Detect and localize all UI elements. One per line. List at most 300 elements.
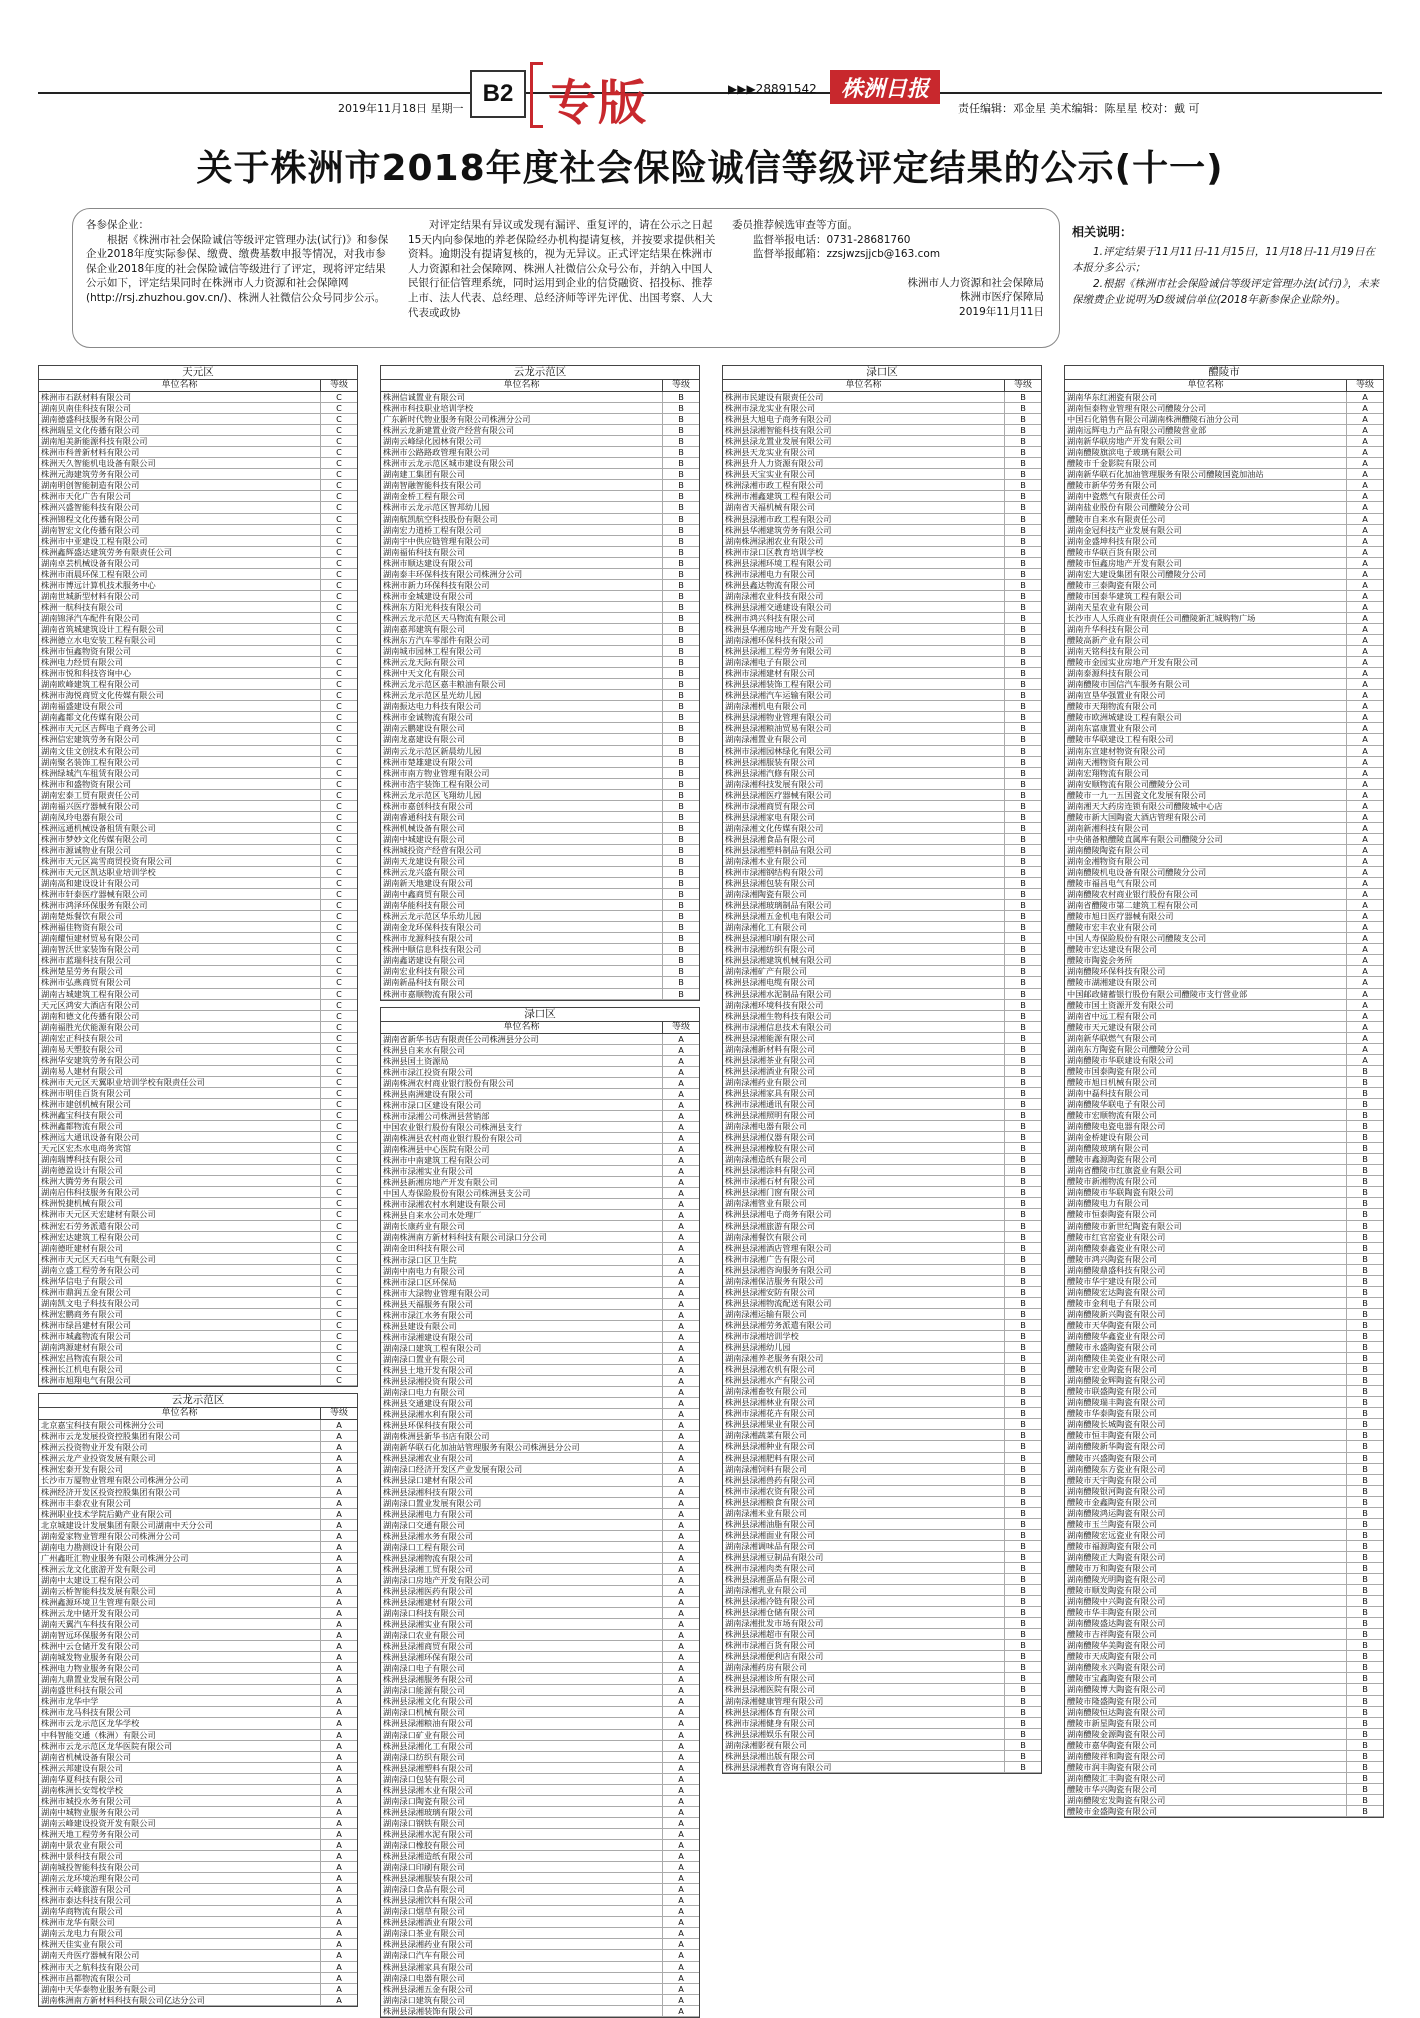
company-name: 株洲县渌湘仪器有限公司: [723, 1132, 1005, 1142]
company-name: 湖南渌湘调味品有限公司: [723, 1541, 1005, 1551]
table-row: [39, 425, 357, 436]
company-name: 湖南醴陵市新世纪陶瓷有限公司: [1065, 1221, 1347, 1231]
table-row: [39, 1575, 357, 1586]
header-name: 单位名称: [723, 380, 1005, 391]
company-name: 湖南爱家物业管理有限公司株洲分公司: [39, 1531, 321, 1541]
grade-cell: B: [1020, 745, 1026, 756]
table-row: [381, 414, 699, 425]
grade-cell: A: [1362, 601, 1368, 612]
company-name: 湖南德盛科技服务有限公司: [39, 414, 321, 424]
table-row: [39, 1785, 357, 1796]
grade-cell: B: [678, 623, 684, 634]
table-row: [381, 1520, 699, 1531]
table-row: [1065, 1541, 1383, 1552]
company-name: 湖南株洲南方新材料科技有限公司亿达分公司: [39, 1995, 321, 2005]
company-name: 株洲鑫源环境卫生管理有限公司: [39, 1597, 321, 1607]
company-name: 株洲市天元区嵩雪商贸投资有限公司: [39, 856, 321, 866]
grade-cell: C: [336, 623, 342, 634]
grade-cell: A: [336, 1696, 342, 1707]
grade-cell: A: [678, 1099, 684, 1110]
company-name: 株洲市渌江投资有限公司: [381, 1067, 663, 1077]
company-name: 株洲县鑫达物流有限公司: [723, 580, 1005, 590]
table-row: [1065, 1618, 1383, 1629]
grade-cell: C: [336, 1275, 342, 1286]
company-name: 湖南醴陵旗滨电子玻璃有限公司: [1065, 447, 1347, 457]
table-row: [723, 1176, 1041, 1187]
table-row: [39, 1663, 357, 1674]
company-name: 湖南渌口钢铁有限公司: [381, 1818, 663, 1828]
company-name: 株洲市天之航科技有限公司: [39, 1962, 321, 1972]
company-name: 株洲天佳实业有限公司: [39, 1939, 321, 1949]
table-row: [1065, 558, 1383, 569]
table-row: [723, 690, 1041, 701]
header-name: 单位名称: [381, 380, 663, 391]
table-row: [1065, 1121, 1383, 1132]
table-row: [381, 1884, 699, 1895]
table-row: [39, 1829, 357, 1840]
grade-cell: B: [678, 679, 684, 690]
table-row: [39, 1608, 357, 1619]
table-body: [1064, 392, 1384, 1818]
grade-cell: C: [336, 392, 342, 402]
table-row: [723, 900, 1041, 911]
grade-cell: C: [336, 646, 342, 657]
table-row: [723, 1408, 1041, 1419]
company-name: 湖南醴陵泰鑫瓷业有限公司: [1065, 1243, 1347, 1253]
grade-cell: B: [1362, 1507, 1368, 1518]
table-row: [723, 757, 1041, 768]
grade-cell: B: [1020, 1761, 1026, 1772]
table-row: [381, 458, 699, 469]
company-name: 株洲市鼎润五金有限公司: [39, 1287, 321, 1297]
company-name: 株洲市源诚物业有限公司: [39, 845, 321, 855]
table-row: [1065, 812, 1383, 823]
grade-cell: B: [678, 612, 684, 623]
company-name: 湖南宏泰工贸有限责任公司: [39, 790, 321, 800]
company-name: 湖南醴陵陶瓷有限公司: [1065, 845, 1347, 855]
grade-cell: B: [1362, 1099, 1368, 1109]
table-row: [381, 1177, 699, 1188]
company-name: 株洲县渌湘农机有限公司: [723, 1364, 1005, 1374]
table-row: [723, 613, 1041, 624]
table-row: [1065, 1684, 1383, 1695]
company-name: 湖南渌口经济开发区产业发展有限公司: [381, 1464, 663, 1474]
company-name: 湖南远辉电力产品有限公司醴陵营业部: [1065, 425, 1347, 435]
company-name: 醴陵市一九一五国瓷文化发展有限公司: [1065, 790, 1347, 800]
grade-cell: A: [336, 1497, 342, 1508]
company-name: 湖南醴陵鸿运陶瓷有限公司: [1065, 1508, 1347, 1518]
company-name: 株洲县渌湘酒店管理有限公司: [723, 1243, 1005, 1253]
grade-cell: B: [1020, 414, 1026, 425]
table-row: [723, 790, 1041, 801]
grade-cell: A: [678, 1663, 684, 1674]
company-name: 湖南中城建设有限公司: [381, 834, 663, 844]
table-row: [723, 1066, 1041, 1077]
company-name: 湖南醴陵农村商业银行股份有限公司: [1065, 889, 1347, 899]
table-row: [723, 1729, 1041, 1740]
table-row: [1065, 768, 1383, 779]
company-name: 湖南渌湘保洁服务有限公司: [723, 1276, 1005, 1286]
company-name: 湖南渌口烟草有限公司: [381, 1906, 663, 1916]
company-name: 醴陵市天元建设有限公司: [1065, 1022, 1347, 1032]
grade-cell: B: [1020, 623, 1026, 634]
grade-cell: A: [336, 1574, 342, 1585]
grade-cell: A: [336, 1939, 342, 1950]
table-row: [381, 1807, 699, 1818]
table-row: [723, 977, 1041, 988]
company-name: 湖南渌湘餐饮有限公司: [723, 1232, 1005, 1242]
company-name: 株洲市悦和科技咨询中心: [39, 668, 321, 678]
grade-cell: C: [336, 546, 342, 557]
company-name: 株洲县渌湘能源有限公司: [723, 1033, 1005, 1043]
company-name: 湖南新华联燃气有限公司: [1065, 1033, 1347, 1043]
grade-cell: B: [1020, 679, 1026, 690]
newspaper-logo: 株洲日报: [830, 70, 940, 104]
company-name: 株洲县渌湘农业有限公司: [381, 1453, 663, 1463]
table-row: [723, 1044, 1041, 1055]
table-row: [723, 1751, 1041, 1762]
grade-cell: B: [678, 601, 684, 612]
grade-cell: A: [336, 1817, 342, 1828]
table-row: [381, 1685, 699, 1696]
company-name: 株洲市渌湘公司株洲县营销部: [381, 1111, 663, 1121]
notice-para-3: 委员推荐候选审查等方面。: [732, 219, 858, 231]
editors-line: 责任编辑：邓金星 美术编辑：陈星星 校对：戴 可: [958, 102, 1200, 115]
company-name: 株洲元海建筑劳务有限公司: [39, 469, 321, 479]
grade-cell: A: [1362, 900, 1368, 911]
company-name: 湖南天铭科技有限公司: [1065, 646, 1347, 656]
grade-cell: C: [336, 844, 342, 855]
table-row: [723, 889, 1041, 900]
grade-cell: B: [1020, 933, 1026, 944]
table-row: [1065, 1795, 1383, 1806]
grade-cell: B: [1020, 1695, 1026, 1706]
grade-cell: B: [678, 767, 684, 778]
company-name: 株洲县渌湘家具有限公司: [381, 1962, 663, 1972]
company-name: 湖南醴陵玻璃有限公司: [1065, 1143, 1347, 1153]
table-row: [381, 1221, 699, 1232]
company-name: 株洲鑫都物流有限公司: [39, 1121, 321, 1131]
table-row: [723, 458, 1041, 469]
table-row: [39, 491, 357, 502]
table-row: [723, 1000, 1041, 1011]
grade-cell: B: [1362, 1618, 1368, 1629]
company-name: 湖南醴陵东方瓷业有限公司: [1065, 1464, 1347, 1474]
header-name: 单位名称: [1065, 380, 1347, 391]
table-row: [381, 1851, 699, 1862]
grade-cell: B: [1020, 579, 1026, 590]
table-row: [381, 1100, 699, 1111]
company-name: 湖南醴陵市华联陶瓷有限公司: [1065, 1187, 1347, 1197]
grade-cell: C: [336, 1143, 342, 1154]
company-name: 株洲市渌湘实业有限公司: [381, 1166, 663, 1176]
table-row: [39, 1353, 357, 1364]
table-row: [39, 1110, 357, 1121]
grade-cell: A: [336, 1828, 342, 1839]
grade-cell: C: [336, 1220, 342, 1231]
company-name: 湖南渌口橡胶有限公司: [381, 1840, 663, 1850]
company-name: 株洲县渌湘实业有限公司: [381, 1619, 663, 1629]
grade-cell: A: [336, 1784, 342, 1795]
grade-cell: A: [336, 1652, 342, 1663]
company-name: 湖南醴陵宏达陶瓷有限公司: [1065, 1287, 1347, 1297]
company-name: 株洲宏昌物流有限公司: [39, 1353, 321, 1363]
company-name: 株洲县渌湘门窗有限公司: [723, 1187, 1005, 1197]
grade-cell: A: [1362, 392, 1368, 402]
grade-cell: B: [1362, 1585, 1368, 1596]
table-row: [723, 1607, 1041, 1618]
company-name: 株洲瑞星文化传播有限公司: [39, 425, 321, 435]
table-row: [723, 955, 1041, 966]
table-row: [1065, 1718, 1383, 1729]
grade-cell: B: [678, 668, 684, 679]
district-heading: 天元区: [38, 365, 358, 379]
grade-cell: C: [336, 1110, 342, 1121]
company-name: 醴陵市新大国陶瓷大酒店管理有限公司: [1065, 812, 1347, 822]
grade-cell: B: [1020, 1032, 1026, 1043]
grade-cell: A: [678, 2005, 684, 2016]
table-row: [381, 425, 699, 436]
company-name: 湖南天星农业有限公司: [1065, 602, 1347, 612]
grade-cell: A: [1362, 491, 1368, 502]
grade-cell: A: [1362, 999, 1368, 1010]
grade-cell: A: [336, 1851, 342, 1862]
company-name: 株洲县渌湘服务有限公司: [381, 1674, 663, 1684]
table-row: [381, 856, 699, 867]
company-name: 湖南醴陵机电设备有限公司醴陵分公司: [1065, 867, 1347, 877]
grade-cell: B: [1020, 723, 1026, 734]
grade-cell: B: [678, 568, 684, 579]
grade-cell: B: [678, 955, 684, 966]
table-row: [1065, 1066, 1383, 1077]
table-row: [1065, 1298, 1383, 1309]
company-name: 株洲云龙产业投资发展有限公司: [39, 1453, 321, 1463]
company-name: 醴陵市华丰陶瓷有限公司: [1065, 1607, 1347, 1617]
company-name: 株洲机械设备有限公司: [381, 823, 663, 833]
table-row: [381, 1608, 699, 1619]
grade-cell: B: [678, 822, 684, 833]
grade-cell: B: [678, 590, 684, 601]
table-row: [381, 1641, 699, 1652]
company-name: 株洲县渌湘旅游有限公司: [723, 1221, 1005, 1231]
grade-cell: B: [1362, 1198, 1368, 1209]
grade-cell: B: [1020, 524, 1026, 535]
notice-box: [72, 208, 1058, 346]
district-heading: 云龙示范区: [38, 1393, 358, 1407]
table-row: [723, 425, 1041, 436]
company-name: 湖南醴陵新华陶瓷有限公司: [1065, 1441, 1347, 1451]
grade-cell: A: [336, 1773, 342, 1784]
company-name: 株洲悦捷机械有限公司: [39, 1198, 321, 1208]
grade-cell: B: [1020, 1618, 1026, 1629]
grade-cell: A: [1362, 1054, 1368, 1065]
grade-cell: A: [336, 1442, 342, 1453]
grade-cell: A: [1362, 833, 1368, 844]
table-row: [39, 1763, 357, 1774]
table-row: [723, 1221, 1041, 1232]
grade-cell: C: [336, 778, 342, 789]
grade-cell: A: [336, 1685, 342, 1696]
table-row: [1065, 834, 1383, 845]
table-row: [1065, 1099, 1383, 1110]
company-name: 株洲县渌湘家电有限公司: [723, 812, 1005, 822]
table-row: [39, 734, 357, 745]
table-row: [1065, 746, 1383, 757]
table-row: [1065, 1353, 1383, 1364]
grade-cell: B: [1020, 458, 1026, 469]
company-name: 株洲县渌湘工贸有限公司: [381, 1564, 663, 1574]
table-row: [39, 1586, 357, 1597]
table-row: [381, 646, 699, 657]
company-name: 株洲县渌湘冷链有限公司: [723, 1596, 1005, 1606]
grade-cell: C: [336, 889, 342, 900]
grade-cell: B: [678, 701, 684, 712]
company-name: 湖南渌口农业有限公司: [381, 1630, 663, 1640]
table-row: [723, 1364, 1041, 1375]
table-row: [1065, 1309, 1383, 1320]
grade-cell: A: [1362, 1032, 1368, 1043]
grade-cell: A: [336, 1486, 342, 1497]
table-row: [1065, 723, 1383, 734]
table-row: [39, 1143, 357, 1154]
grade-cell: A: [1362, 922, 1368, 933]
grade-cell: B: [1020, 1728, 1026, 1739]
grade-cell: A: [336, 1983, 342, 1994]
grade-cell: A: [1362, 690, 1368, 701]
table-row: [381, 933, 699, 944]
grade-cell: B: [678, 723, 684, 734]
table-row: [39, 1066, 357, 1077]
grade-cell: A: [678, 1155, 684, 1166]
table-row: [39, 1099, 357, 1110]
company-name: 中国石化销售有限公司湖南株洲醴陵石油分公司: [1065, 414, 1347, 424]
table-row: [39, 668, 357, 679]
company-name: 株洲县国土资源局: [381, 1056, 663, 1066]
table-row: [1065, 1265, 1383, 1276]
company-name: 湖南渌口电子有限公司: [381, 1663, 663, 1673]
table-row: [39, 536, 357, 547]
company-name: 湖南泰丰环保科技有限公司株洲分公司: [381, 569, 663, 579]
grade-cell: B: [1020, 1021, 1026, 1032]
table-header: [1064, 379, 1384, 392]
table-row: [723, 1198, 1041, 1209]
grade-cell: A: [678, 1541, 684, 1552]
table-row: [723, 823, 1041, 834]
grade-cell: C: [336, 1154, 342, 1165]
grade-cell: A: [1362, 623, 1368, 634]
table-row: [39, 746, 357, 757]
company-name: 湖南渌口置业有限公司: [381, 1354, 663, 1364]
table-row: [723, 1232, 1041, 1243]
company-name: 株洲鑫宝科技有限公司: [39, 1110, 321, 1120]
table-row: [381, 1420, 699, 1431]
company-name: 醴陵市天翔物流有限公司: [1065, 701, 1347, 711]
grade-cell: B: [1020, 1242, 1026, 1253]
company-name: 湖南省醴陵市红旗瓷业有限公司: [1065, 1165, 1347, 1175]
company-name: 湖南盐业股份有限公司醴陵分公司: [1065, 502, 1347, 512]
company-name: 株洲县自来水有限公司: [381, 1045, 663, 1055]
grade-cell: A: [336, 1552, 342, 1563]
company-name: 醴陵市鑫源陶瓷有限公司: [1065, 1154, 1347, 1164]
grade-cell: A: [678, 1674, 684, 1685]
table-row: [1065, 1729, 1383, 1740]
company-name: 株洲县渌湘粮食有限公司: [723, 1497, 1005, 1507]
table-row: [39, 1420, 357, 1431]
company-name: 株洲市鸿泽环保服务有限公司: [39, 900, 321, 910]
company-name: 湖南渌口科技有限公司: [381, 1608, 663, 1618]
grade-cell: A: [678, 1574, 684, 1585]
grade-cell: B: [1020, 557, 1026, 568]
grade-cell: A: [678, 1795, 684, 1806]
company-name: 湖南渌口交通有限公司: [381, 1520, 663, 1530]
table-row: [1065, 1530, 1383, 1541]
table-row: [1065, 911, 1383, 922]
table-row: [381, 867, 699, 878]
company-name: 株洲宏石劳务派遣有限公司: [39, 1221, 321, 1231]
company-name: 株洲市嘉创科技有限公司: [381, 801, 663, 811]
table-row: [39, 1884, 357, 1895]
table-row: [1065, 1607, 1383, 1618]
company-name: 株洲县渌湘造纸有限公司: [381, 1851, 663, 1861]
table-row: [381, 1332, 699, 1343]
company-name: 株洲县渌湘环保有限公司: [381, 1652, 663, 1662]
grade-cell: B: [1020, 392, 1026, 402]
company-name: 湖南云龙示范区新晨幼儿园: [381, 746, 663, 756]
grade-cell: B: [1020, 922, 1026, 933]
grade-cell: A: [1362, 668, 1368, 679]
company-name: 株洲市楚雄建设有限公司: [381, 757, 663, 767]
table-row: [39, 1652, 357, 1663]
table-row: [1065, 1187, 1383, 1198]
table-row: [723, 1563, 1041, 1574]
table-row: [39, 1011, 357, 1022]
table-row: [39, 1840, 357, 1851]
grade-cell: A: [1362, 778, 1368, 789]
company-name: 醴陵市新湘物流有限公司: [1065, 1176, 1347, 1186]
grade-cell: B: [1362, 1342, 1368, 1353]
company-name: 天元区宏杰水电商务宾馆: [39, 1143, 321, 1153]
grade-cell: C: [336, 800, 342, 811]
grade-cell: C: [336, 535, 342, 546]
table-row: [1065, 646, 1383, 657]
table-row: [381, 1840, 699, 1851]
table-row: [39, 878, 357, 889]
grade-cell: B: [1020, 1231, 1026, 1242]
grade-cell: B: [1362, 1231, 1368, 1242]
table-row: [723, 933, 1041, 944]
company-name: 醴陵市玉兰陶瓷有限公司: [1065, 1519, 1347, 1529]
grade-cell: B: [1020, 1629, 1026, 1640]
table-row: [381, 690, 699, 701]
company-name: 醴陵市福源陶瓷有限公司: [1065, 1541, 1347, 1551]
company-name: 株洲县渌湘兽药有限公司: [723, 1475, 1005, 1485]
table-row: [381, 1763, 699, 1774]
table-row: [39, 1553, 357, 1564]
company-name: 株洲县渌湘照明有限公司: [723, 1110, 1005, 1120]
table-row: [381, 1056, 699, 1067]
company-name: 株洲电力经贸有限公司: [39, 657, 321, 667]
company-name: 株洲县渌湘饮料有限公司: [381, 1895, 663, 1905]
company-name: 湖南云龙电力有限公司: [39, 1928, 321, 1938]
company-name: 株洲市云峰旅游有限公司: [39, 1884, 321, 1894]
table-row: [1065, 1287, 1383, 1298]
grade-cell: B: [678, 646, 684, 657]
table-row: [39, 955, 357, 966]
company-name: 株洲市渌龙实业有限公司: [723, 403, 1005, 413]
table-row: [39, 1487, 357, 1498]
table-row: [39, 823, 357, 834]
table-row: [39, 591, 357, 602]
